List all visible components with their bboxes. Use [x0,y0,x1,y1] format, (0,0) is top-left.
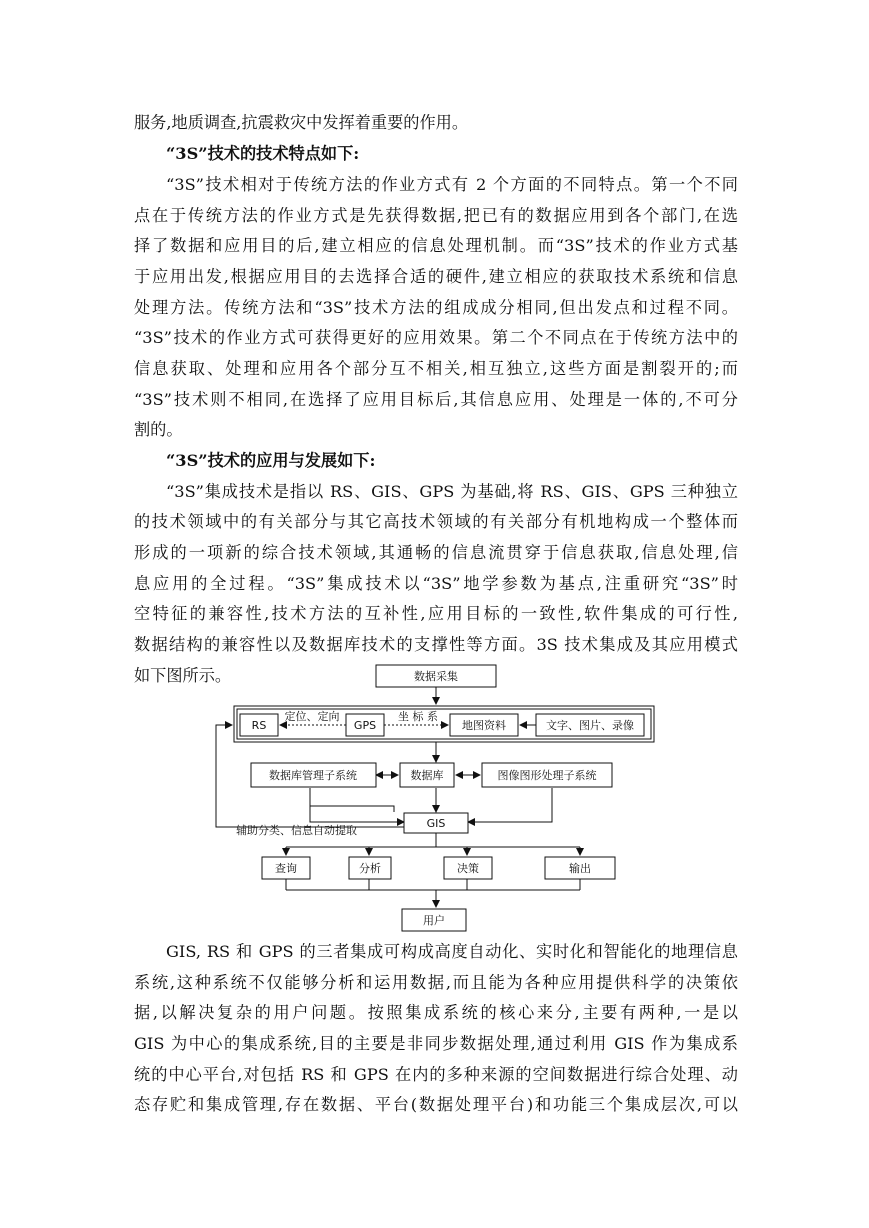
text-line: 如下图所示。 [134,666,232,685]
section-heading: “3S”技术的应用与发展如下: [166,451,376,470]
node-db-management: 数据库管理子系统 [269,769,357,782]
node-decision: 决策 [457,862,479,875]
edge-label-coordinate: 坐 标 系 [398,710,438,723]
node-user: 用户 [423,914,445,927]
text-line: 信息获取、处理和应用各个部分互不相关,相互独立,这些方面是割裂开的;而 [134,359,738,378]
text-line: 据,以解决复杂的用户问题。按照集成系统的核心来分,主要有两种,一是以 [134,1003,738,1022]
node-analysis: 分析 [359,862,381,875]
text-line: 割的。 [134,420,183,439]
node-query: 查询 [275,862,297,875]
text-line: “3S”技术相对于传统方法的作业方式有 2 个方面的不同特点。第一个不同 [166,175,738,194]
text-line: 统的中心平台,对包括 RS 和 GPS 在内的多种来源的空间数据进行综合处理、动 [134,1065,738,1084]
text-line: 空特征的兼容性,技术方法的互补性,应用目标的一致性,软件集成的可行性, [134,604,738,623]
text-line: GIS 为中心的集成系统,目的主要是非同步数据处理,通过利用 GIS 作为集成系 [134,1034,738,1053]
node-data-collection: 数据采集 [414,670,458,683]
node-gis: GIS [426,817,446,830]
text-line: “3S”技术的作业方式可获得更好的应用效果。第二个不同点在于传统方法中的 [134,328,738,347]
3s-integration-diagram [206,662,658,934]
text-line: 择了数据和应用目的后,建立相应的信息处理机制。而“3S”技术的作业方式基 [134,236,738,255]
text-line: 系统,这种系统不仅能够分析和运用数据,而且能为各种应用提供科学的决策依 [134,973,738,992]
node-output: 输出 [569,862,591,875]
section-heading: “3S”技术的技术特点如下: [166,144,360,163]
text-line: 形成的一项新的综合技术领域,其通畅的信息流贯穿于信息获取,信息处理,信 [134,543,738,562]
edge-label-positioning: 定位、定向 [284,710,340,723]
text-line: 数据结构的兼容性以及数据库技术的支撑性等方面。3S 技术集成及其应用模式 [134,635,738,654]
node-gps: GPS [353,719,377,732]
text-line: 态存贮和集成管理,存在数据、平台(数据处理平台)和功能三个集成层次,可以 [134,1095,738,1114]
text-line: “3S”集成技术是指以 RS、GIS、GPS 为基础,将 RS、GIS、GPS 三种独立 [166,482,738,501]
text-line: 于应用出发,根据应用目的去选择合适的硬件,建立相应的获取技术系统和信息 [134,267,738,286]
edge-label-feedback: 辅助分类、信息自动提取 [236,824,357,837]
text-line: 处理方法。传统方法和“3S”技术方法的组成成分相同,但出发点和过程不同。 [134,298,738,317]
node-image-processing: 图像图形处理子系统 [497,769,597,782]
text-line: “3S”技术则不相同,在选择了应用目标后,其信息应用、处理是一体的,不可分 [134,390,738,409]
text-line: GIS, RS 和 GPS 的三者集成可构成高度自动化、实时化和智能化的地理信息 [166,942,738,961]
text-line: 的技术领域中的有关部分与其它高技术领域的有关部分有机地构成一个整体而 [134,512,738,531]
node-database: 数据库 [410,769,444,782]
node-text-media: 文字、图片、录像 [546,719,634,732]
text-line: 点在于传统方法的作业方式是先获得数据,把已有的数据应用到各个部门,在选 [134,206,738,225]
node-rs: RS [251,719,267,732]
node-map-data: 地图资料 [462,719,506,732]
text-line: 服务,地质调查,抗震救灾中发挥着重要的作用。 [134,113,469,132]
text-line: 息应用的全过程。“3S”集成技术以“3S”地学参数为基点,注重研究“3S”时 [134,574,738,593]
